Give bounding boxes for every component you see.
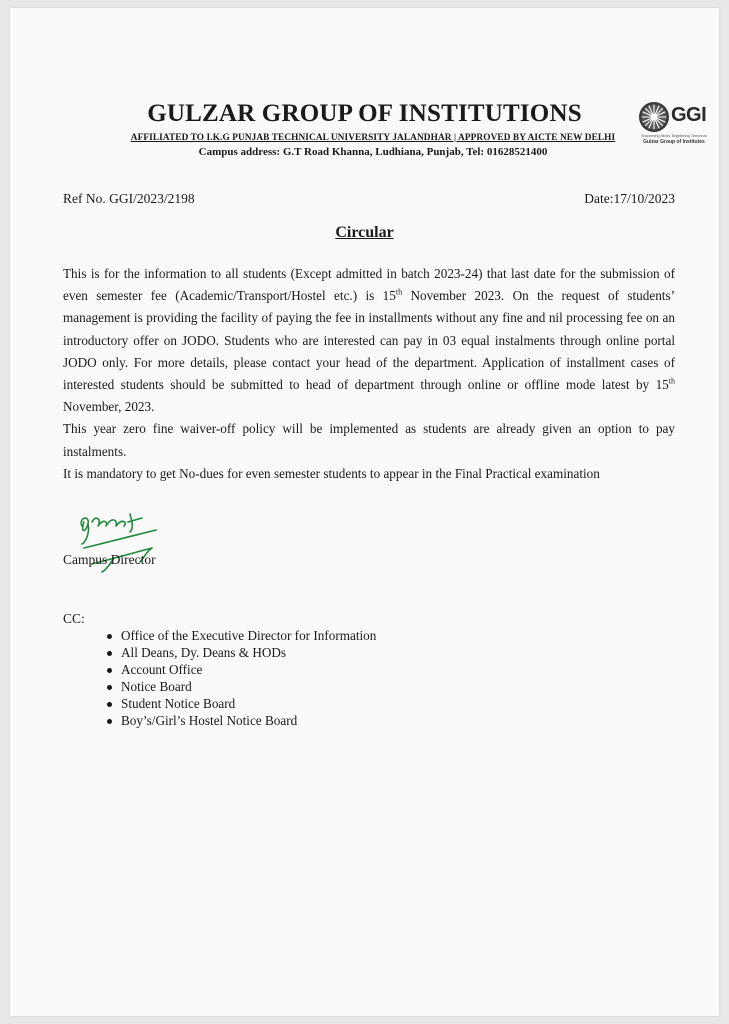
logo-tagline: Sharpening Minds, Brightening Tomorrow	[641, 134, 707, 138]
campus-address: Campus address: G.T Road Khanna, Ludhiana, Punjab, Tel: 01628521400	[198, 146, 548, 158]
paragraph-no-dues: It is mandatory to get No-dues for even semester students to appear in the Final Practical examination	[63, 465, 600, 481]
circular-body	[63, 263, 675, 485]
reference-number: Ref No. GGI/2023/2198	[63, 191, 195, 206]
cc-item: Account Office	[63, 662, 376, 679]
cc-item: Office of the Executive Director for Information	[63, 628, 376, 645]
cc-item: All Deans, Dy. Deans & HODs	[63, 645, 376, 662]
document-page	[10, 8, 719, 1016]
signatory-title: Campus Director	[63, 552, 156, 567]
organization-name: GULZAR GROUP OF INSTITUTIONS	[147, 100, 582, 127]
cc-item: Student Notice Board	[63, 696, 376, 713]
cc-list	[63, 628, 376, 729]
logo-subtitle: Gulzar Group of Institutes	[643, 139, 705, 145]
circular-date: Date:17/10/2023	[584, 191, 675, 206]
paragraph-fee-notice: This is for the information to all students (Except admitted in batch 2023-24) that last date for the submission of even semester fee (Academic/Transport/Hostel etc.) is 15th November 2023. On the request of students’ management is providing the facility of paying the fee in installments without any fine and nil processing fee on an introductory offer on JODO. Students who are interested can pay in 03 equal instalments through online portal JODO only. For more details, please contact your head of the department. Application of installment cases of interested students should be submitted to head of department through online or offline mode latest by 15th November, 2023.	[63, 266, 675, 415]
logo-text: GGI	[671, 104, 707, 126]
starburst-globe-icon	[638, 101, 670, 133]
cc-item: Notice Board	[63, 679, 376, 696]
cc-label: CC:	[63, 611, 85, 626]
circular-title: Circular	[335, 224, 394, 241]
cc-item: Boy’s/Girl’s Hostel Notice Board	[63, 713, 376, 730]
ggi-logo	[632, 98, 714, 148]
affiliation-line: AFFILIATED TO I.K.G PUNJAB TECHNICAL UNIVERSITY JALANDHAR | APPROVED BY AICTE NEW DELHI	[130, 133, 616, 143]
paragraph-fine-waiver: This year zero fine waiver-off policy will be implemented as students are already given an option to pay instalments.	[63, 421, 675, 459]
